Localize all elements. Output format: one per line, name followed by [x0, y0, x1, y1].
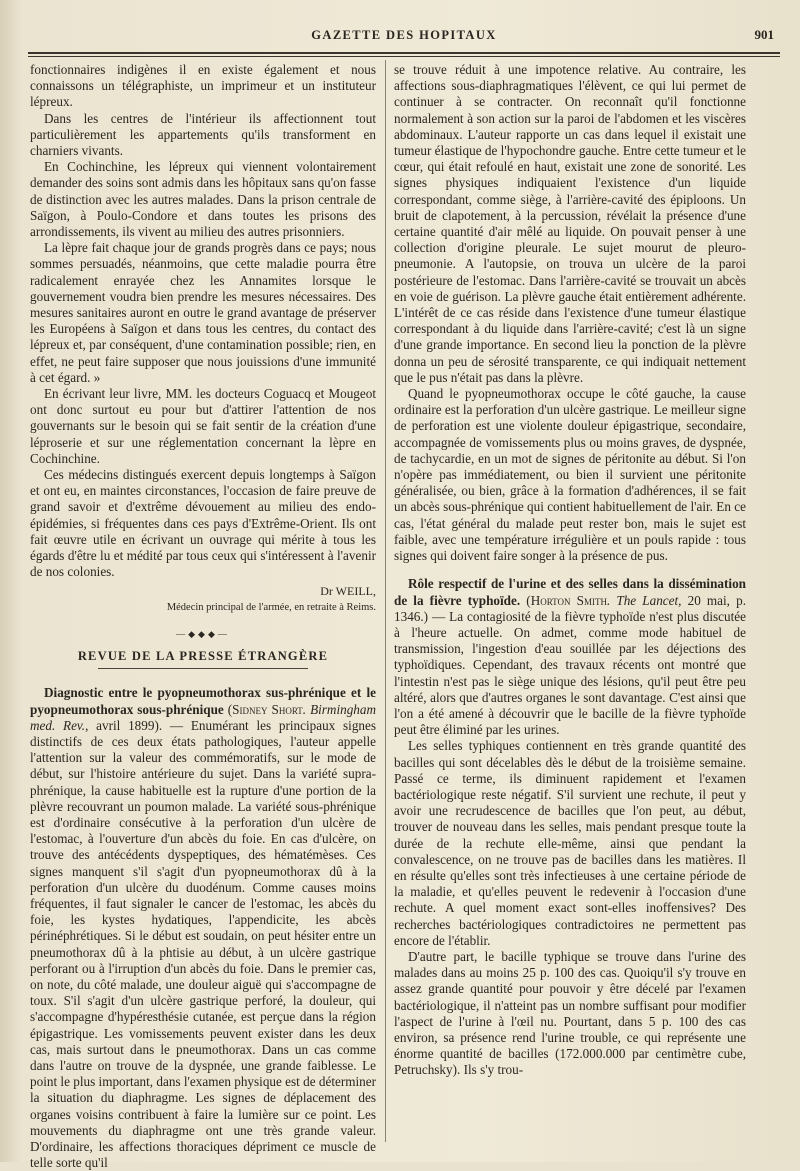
- paragraph: fonctionnaires indigènes il en existe également et nous connaissons un télégraphiste, un imprimeur et un instituteur lépreux.: [30, 62, 376, 110]
- journal-title: GAZETTE DES HOPITAUX: [311, 28, 497, 42]
- section-heading: REVUE DE LA PRESSE ÉTRANGÈRE: [77, 649, 329, 664]
- article-journal: . The Lancet,: [606, 592, 682, 608]
- article-date: , avril 1899).: [85, 717, 163, 733]
- paragraph: En Cochinchine, les lépreux qui viennent volontairement demander des soins sont admis dans les hôpitaux sans qu'on fasse de distinction avec les autres malades. Dans la prison centrale de Saïgon, à Poulo-Condore et dans toutes les prisons des arrondissements, ils vivent au milieu des autres prisonniers.: [30, 159, 376, 240]
- source-open: (: [520, 592, 531, 608]
- paragraph: En écrivant leur livre, MM. les docteurs Coguacq et Mougeot ont donc surtout eu pour but d'attirer l'attention de nos gouvernants sur le besoin qui se fait sentir de la création d'une léproserie et sur une réglementation concernant la lèpre en Cochinchine.: [30, 386, 376, 466]
- article-title: Rôle respectif de l'urine et des selles dans la dissémination de la fièvre typhoïde.: [394, 576, 746, 608]
- article-body: — La contagiosité de la fièvre typhoïde n'est plus discutée à l'heure actuelle. On admet, comme mode habituel de transmission, l'ingestion d'eau souillée par les déjections des typhoïdiques. Cependant, des travaux récents ont montré que l'intestin n'est pas le siège unique des lésions, qu'il peut être peu altéré, alors que d'autres organes le sont davantage. C'est ainsi que l'on a été amené à découvrir que le bacille de la fièvre typhoïde peut être éliminé par les urines.: [394, 608, 747, 738]
- ornament-divider: —◆◆◆—: [176, 628, 230, 639]
- article-title: Diagnostic entre le pyopneumothorax sus-phrénique et le pyopneumothorax sous-phrénique: [30, 685, 376, 717]
- right-column: [394, 62, 746, 1079]
- paragraph: Quand le pyopneumothorax occupe le côté gauche, la cause ordinaire est la perforation d'un ulcère gastrique. Le meilleur signe de perforation est une violente douleur épigastrique, secondaire, accompagnée de vomissements plus ou moins graves, de dyspnée, de tachycardie, en un mot de signes de péritonite au début. Si l'on n'opère pas immédiatement, ou bien il survient une péritonite généralisée, ou bien, grâce à la formation d'adhérences, il se fait un abcès sous-phrénique qui contient habituellement de l'air. En ce cas, l'état général du malade peut rester bon, mais le sujet est faible, avec une température irrégulière et un pouls rapide : tous signes qui doivent faire songer à la présence de pus.: [394, 386, 746, 564]
- article-author: Sidney Short: [232, 701, 303, 717]
- article-body: — Enumérant les principaux signes distinctifs de ces deux états pathologiques, l'auteur appelle l'attention sur la valeur des commémoratifs, sur le mode de début, sur l'histoire antérieure du sujet. Dans la variété supra-phrénique, la cause habituelle est la rupture d'une portion de la plèvre recouvrant un poumon malade. La variété sous-phrénique est d'ordinaire consécutive à la perforation d'un ulcère de l'estomac, à l'ouverture d'un abcès du foie. En cas d'ulcère, on trouve des antécédents dyspeptiques, des hématémèses. Ces signes manquent s'il s'agit d'un pyopneumothorax dû à la perforation d'un ulcère du duodénum. Comme causes moins fréquentes, il faut signaler le cancer de l'estomac, les abcès du foie, les kystes hydatiques, l'appendicite, les abcès périnéphrétiques. Si le début est soudain, on peut hésiter entre un pneumothorax dû à la phtisie au début, à un ulcère gastrique perforant ou à l'irruption d'un abcès du foie. Dans le premier cas, on note, du côté malade, une douleur aiguë qui s'accompagne de toux. S'il s'agit d'un ulcère gastrique perforé, la douleur, qui s'accompagne d'hypéresthésie cutanée, est perçue dans la région épigastrique. Les vomissements peuvent exister dans les deux cas, mais surtout dans le pneumothorax. Dans un cas comme dans l'autre on trouve de la dyspnée, une grande faiblesse. Le point le plus important, dans l'examen physique est de déterminer la situation du diaphragme. Les signes de déplacement des organes voisins contribuent à faire la lumière sur ce point. Les mouvements du diaphragme ont une très grande valeur. D'ordinaire, les affections thoraciques dépriment ce muscle de telle sorte qu'il: [30, 717, 377, 1171]
- article-journal: . Birmingham med. Rev.: [30, 701, 376, 733]
- paragraph: se trouve réduit à une impotence relative. Au contraire, les affections sous-diaphragmatiques l'élèvent, ce qui lui permet de continuer à se contracter. On reconnaît qu'il fonctionne normalement à son action sur la paroi de l'abdomen et les viscères abdominaux. L'auteur rapporte un cas dans lequel il existait une tumeur élastique de l'hypochondre gauche. Entre cette tumeur et le cœur, qui était refoulé en haut, existait une zone de sonorité. Les signes physiques indiquaient l'existence d'un liquide correspondant, comme siège, à l'arrière-cavité des épiploons. Un bruit de clapotement, à la percussion, révélait la présence d'une certaine quantité d'air mêlé au liquide. On pouvait penser à une collection d'origine pleurale. Le sujet mourut de pleuro-pneumonie. A l'autopsie, on trouva un ulcère de la paroi postérieure de l'estomac. Dans l'arrière-cavité se trouvait un abcès en voie de guérison. La plèvre gauche était entièrement adhérente. L'intérêt de ce cas réside dans l'existence d'une tumeur élastique correspondant à du liquide dans l'arrière-cavité; c'est là un signe d'une grande importance. En second lieu la ponction de la plèvre donna un peu de sérosité transparente, ce qui indiquait nettement que le pus n'était pas dans la plèvre.: [394, 62, 746, 385]
- article-paragraph: [394, 576, 746, 738]
- paragraph: D'autre part, le bacille typhique se trouve dans l'urine des malades dans au moins 25 p. 100 des cas. Quoiqu'il s'y trouve en assez grande quantité pour pouvoir y être décelé par l'examen bactériologique, il n'atteint pas un nombre suffisant pour modifier l'aspect de l'urine à l'œil nu. Pourtant, dans 5 p. 100 des cas environ, sa présence rend l'urine trouble, ce qui représente une énorme quantité de bacilles (172.000.000 par centimètre cube, Petruchsky). Ils s'y trou-: [394, 948, 746, 1078]
- article-paragraph: [30, 685, 376, 1171]
- source-open: (: [223, 701, 233, 717]
- author-signature: Dr WEILL,: [320, 583, 376, 598]
- author-title: Médecin principal de l'armée, en retraite à Reims.: [166, 601, 376, 613]
- page-number: 901: [754, 27, 774, 42]
- header-rule: [28, 52, 780, 57]
- article-author: Horton Smith: [530, 592, 607, 608]
- spacer: [394, 564, 746, 576]
- paragraph: Ces médecins distingués exercent depuis longtemps à Saïgon et ont eu, en maintes circonstances, l'occasion de faire preuve de grand savoir et d'extrême dévouement au milieu des endo-épidémies, si fréquentes dans ces pays d'Extrême-Orient. Ils ont fait œuvre utile en écrivant un ouvrage qui mérite à tous les égards d'être lu et médité par tous ceux qui s'intéressent à l'avenir de nos colonies.: [30, 467, 376, 580]
- left-column: [30, 62, 376, 1171]
- page-header: [28, 24, 780, 48]
- article-date: 20 mai, p. 1346.): [394, 592, 746, 624]
- paragraph: La lèpre fait chaque jour de grands progrès dans ce pays; nous sommes persuadés, néanmoins, que cette maladie pourra être radicalement enrayée chez les Annamites lorsque le gouvernement voudra bien prendre les mesures nécessaires. Des mesures sanitaires auront en outre le grand avantage de préserver les Européens à Saïgon et dans tous les centres, du contact des lépreux et, par conséquent, d'une contamination possible; rien, en effet, ne peut faire supposer que nous jouissions d'une immunité à cet égard. »: [30, 240, 376, 385]
- column-divider: [385, 60, 386, 1142]
- paragraph: Les selles typhiques contiennent en très grande quantité des bacilles qui sont décelables dès le début de la troisième semaine. Passé ce terme, ils diminuent rapidement et l'examen bactériologique reste négatif. S'il survient une rechute, il peut y avoir une recrudescence de bacilles que l'on peut, au début, trouver de nouveau dans les selles, mais pendant presque toute la durée de la rechute elle-même, ainsi que pendant la convalescence, on ne trouve pas de bacilles dans les matières. Il en résulte qu'elles sont très infectieuses à une certaine période de la maladie, et qu'elles peuvent le redevenir à l'occasion d'une rechute. A quel moment exact sont-elles inoffensives? Des recherches bactériologiques contradictoires ne permettent pas encore de l'établir.: [394, 738, 746, 948]
- section-rule: [98, 668, 308, 669]
- paragraph: Dans les centres de l'intérieur ils affectionnent tout particulièrement les appartements qu'ils transforment en charniers vivants.: [30, 110, 376, 159]
